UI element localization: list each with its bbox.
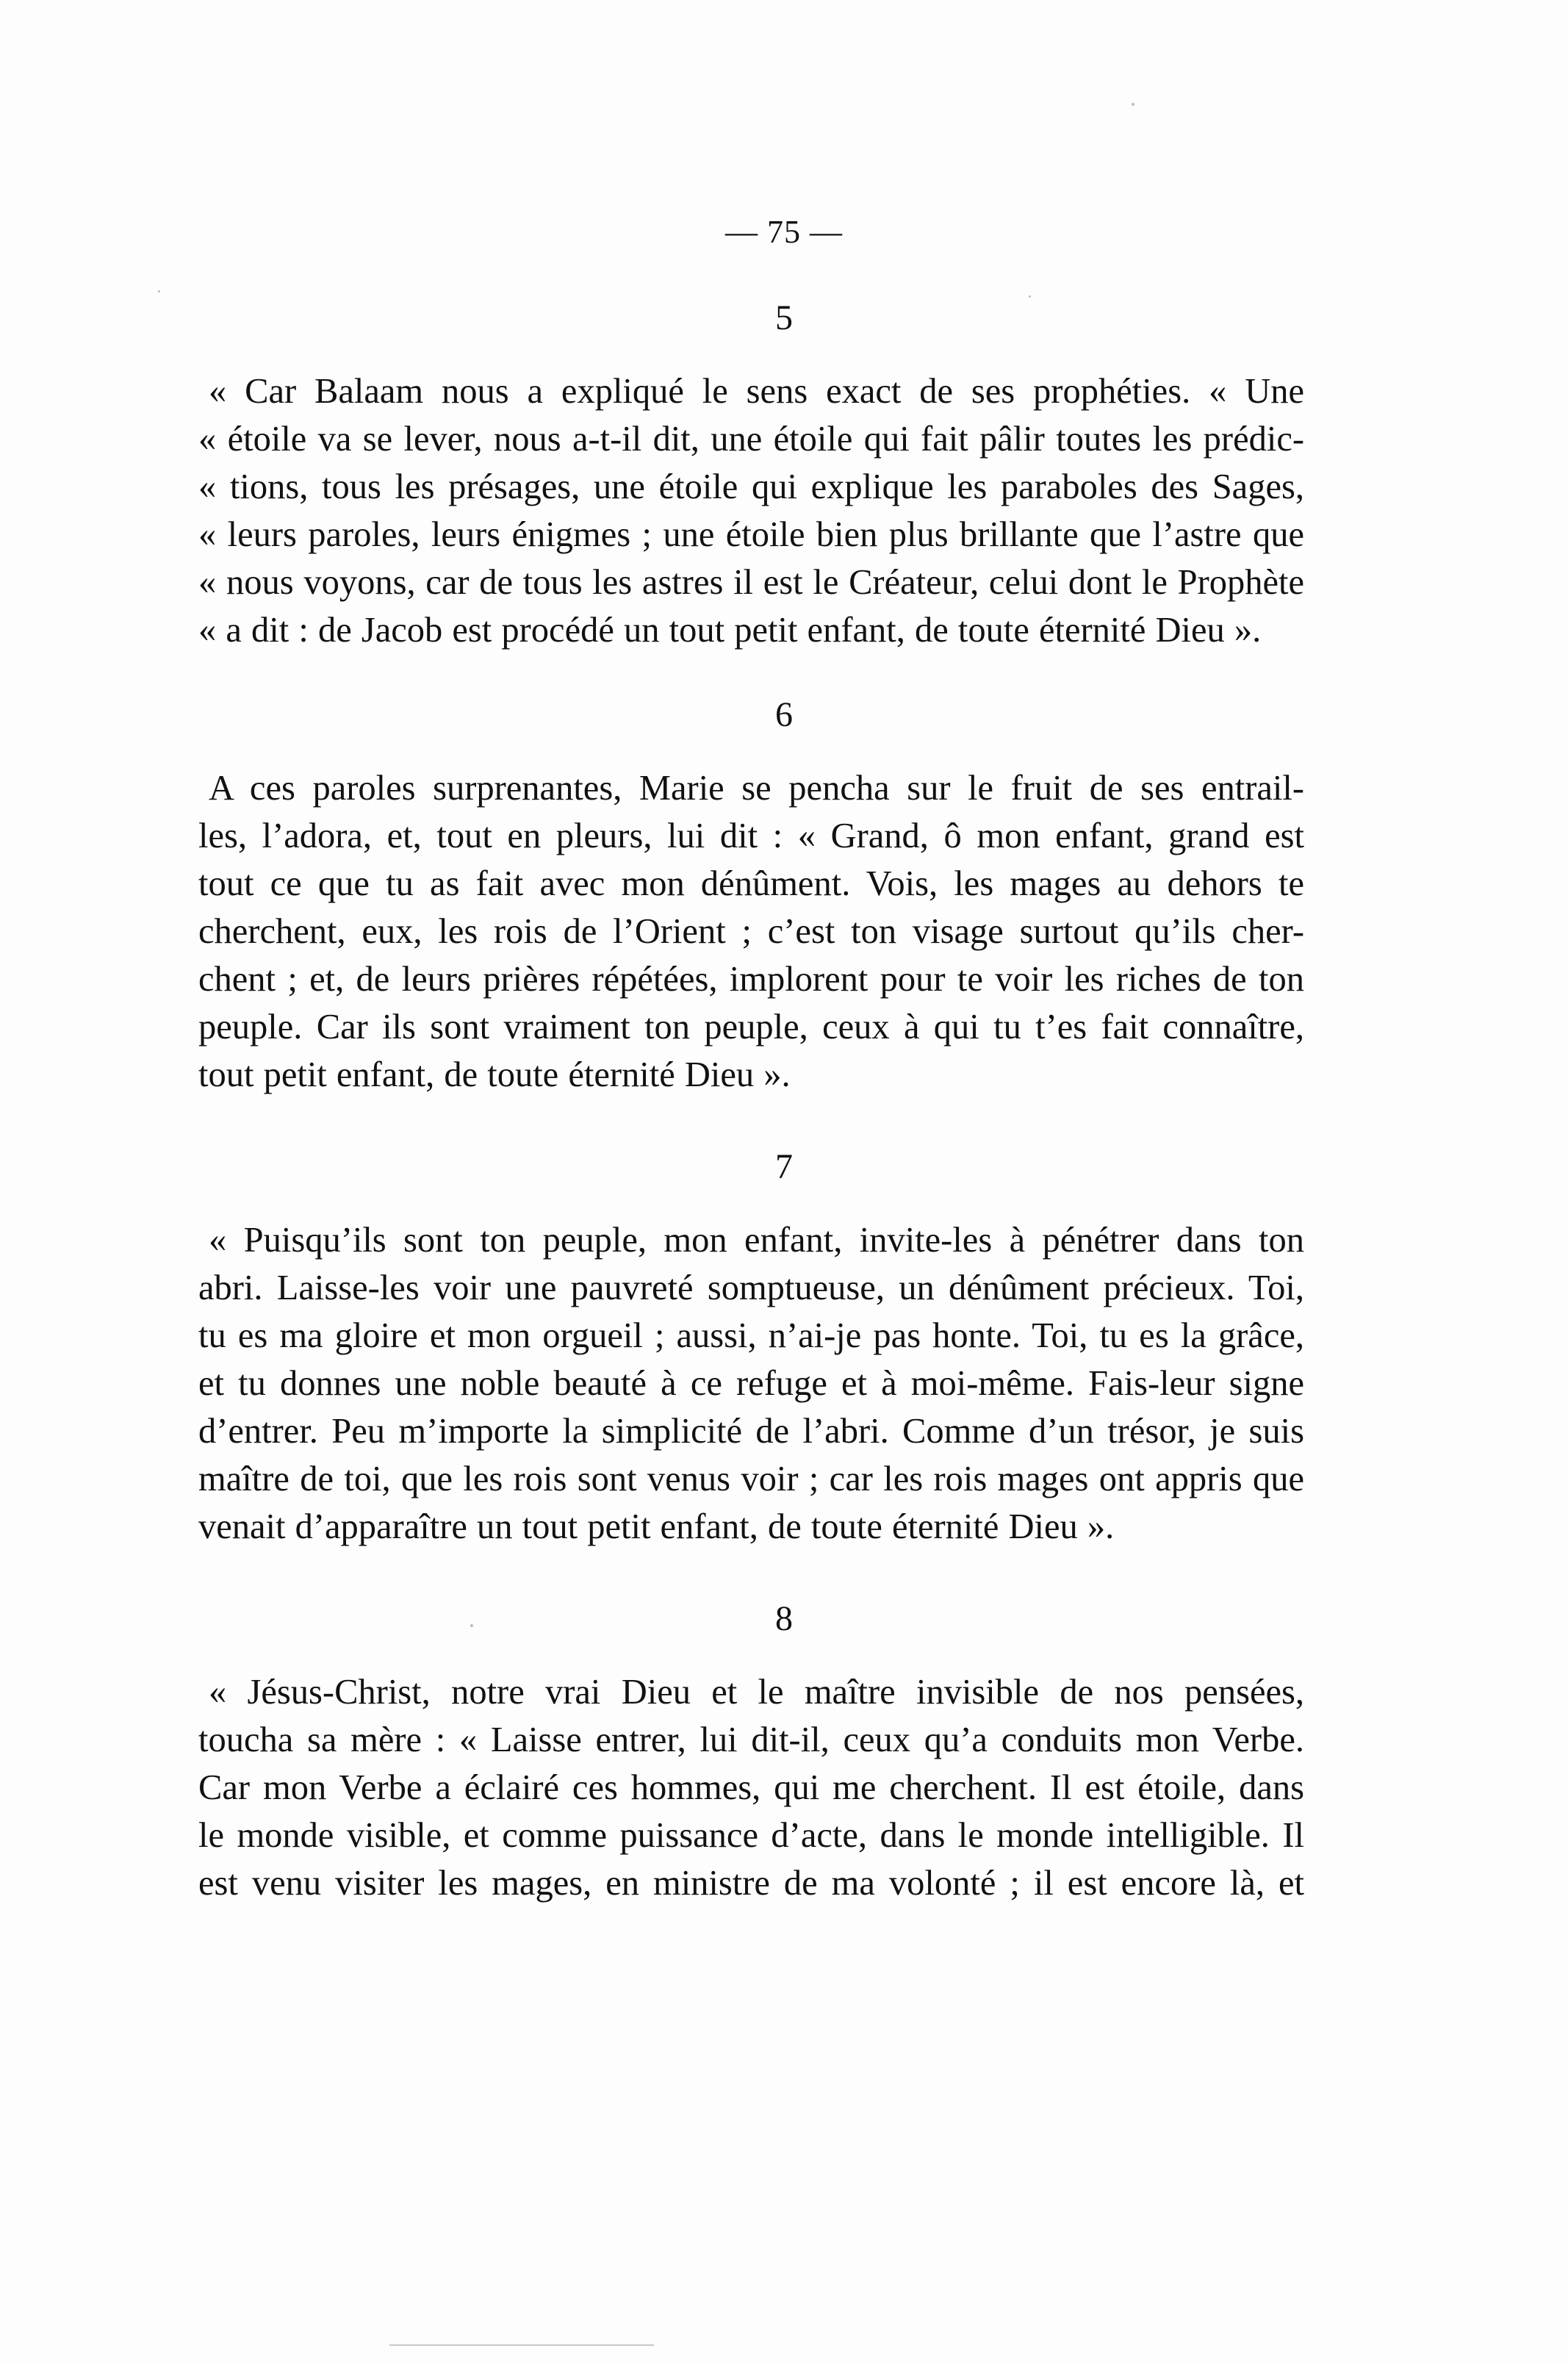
section-number-7: 7 (775, 1147, 793, 1186)
text-line: « tions, tous les présages, une étoile qui explique les paraboles des Sages, (198, 467, 1304, 506)
text-line: abri. Laisse-les voir une pauvreté somptueuse, un dénûment précieux. Toi, (198, 1268, 1304, 1307)
text-line: tout petit enfant, de toute éternité Dieu ». (198, 1055, 791, 1094)
text-line: « a dit : de Jacob est procédé un tout petit enfant, de toute éternité Dieu ». (198, 611, 1262, 650)
text-line: A ces paroles surprenantes, Marie se pencha sur le fruit de ses entrail- (209, 769, 1304, 808)
scan-edge-mark (389, 2344, 654, 2346)
text-line: « Puisqu’ils sont ton peuple, mon enfant, invite-les à pénétrer dans ton (209, 1221, 1304, 1260)
text-line: « leurs paroles, leurs énigmes ; une étoile bien plus brillante que l’astre que (198, 515, 1304, 554)
text-line: venait d’apparaître un tout petit enfant, de toute éternité Dieu ». (198, 1507, 1115, 1546)
scan-speck (1132, 103, 1134, 106)
text-line: toucha sa mère : « Laisse entrer, lui dit-il, ceux qu’a conduits mon Verbe. (198, 1720, 1304, 1759)
text-line: d’entrer. Peu m’importe la simplicité de l’abri. Comme d’un trésor, je suis (198, 1412, 1304, 1451)
section-number-5: 5 (775, 298, 793, 337)
page-number: — 75 — (725, 214, 843, 250)
text-line: Car mon Verbe a éclairé ces hommes, qui me cherchent. Il est étoile, dans (198, 1768, 1304, 1807)
text-line: tu es ma gloire et mon orgueil ; aussi, n’ai-je pas honte. Toi, tu es la grâce, (198, 1316, 1304, 1355)
text-line: et tu donnes une noble beauté à ce refuge et à moi-même. Fais-leur signe (198, 1364, 1304, 1403)
section-number-8: 8 (775, 1599, 793, 1638)
section-6-paragraph (198, 764, 1304, 1099)
text-line: « Jésus-Christ, notre vrai Dieu et le maître invisible de nos pensées, (209, 1673, 1304, 1712)
text-line: peuple. Car ils sont vraiment ton peuple, ceux à qui tu t’es fait connaître, (198, 1008, 1304, 1047)
text-line: « Car Balaam nous a expliqué le sens exact de ses prophéties. « Une (209, 372, 1304, 411)
text-line: chent ; et, de leurs prières répétées, implorent pour te voir les riches de ton (198, 960, 1304, 999)
text-line: est venu visiter les mages, en ministre de ma volonté ; il est encore là, et (198, 1864, 1304, 1903)
text-line: maître de toi, que les rois sont venus voir ; car les rois mages ont appris que (198, 1460, 1304, 1498)
text-line: « étoile va se lever, nous a-t-il dit, une étoile qui fait pâlir toutes les prédic- (198, 420, 1304, 459)
section-7-paragraph (198, 1216, 1304, 1551)
text-line: cherchent, eux, les rois de l’Orient ; c’est ton visage surtout qu’ils cher- (198, 912, 1304, 951)
section-5-paragraph (198, 367, 1304, 654)
scan-speck (158, 290, 160, 292)
scan-speck (1029, 295, 1031, 298)
scan-speck (470, 1624, 473, 1627)
section-number-6: 6 (775, 695, 793, 734)
text-line: le monde visible, et comme puissance d’acte, dans le monde intelligible. Il (198, 1816, 1304, 1855)
text-line: les, l’adora, et, tout en pleurs, lui dit : « Grand, ô mon enfant, grand est (198, 816, 1304, 855)
text-line: « nous voyons, car de tous les astres il est le Créateur, celui dont le Prophète (198, 563, 1304, 602)
text-line: tout ce que tu as fait avec mon dénûment. Vois, les mages au dehors te (198, 864, 1304, 903)
section-8-paragraph (198, 1668, 1304, 1907)
